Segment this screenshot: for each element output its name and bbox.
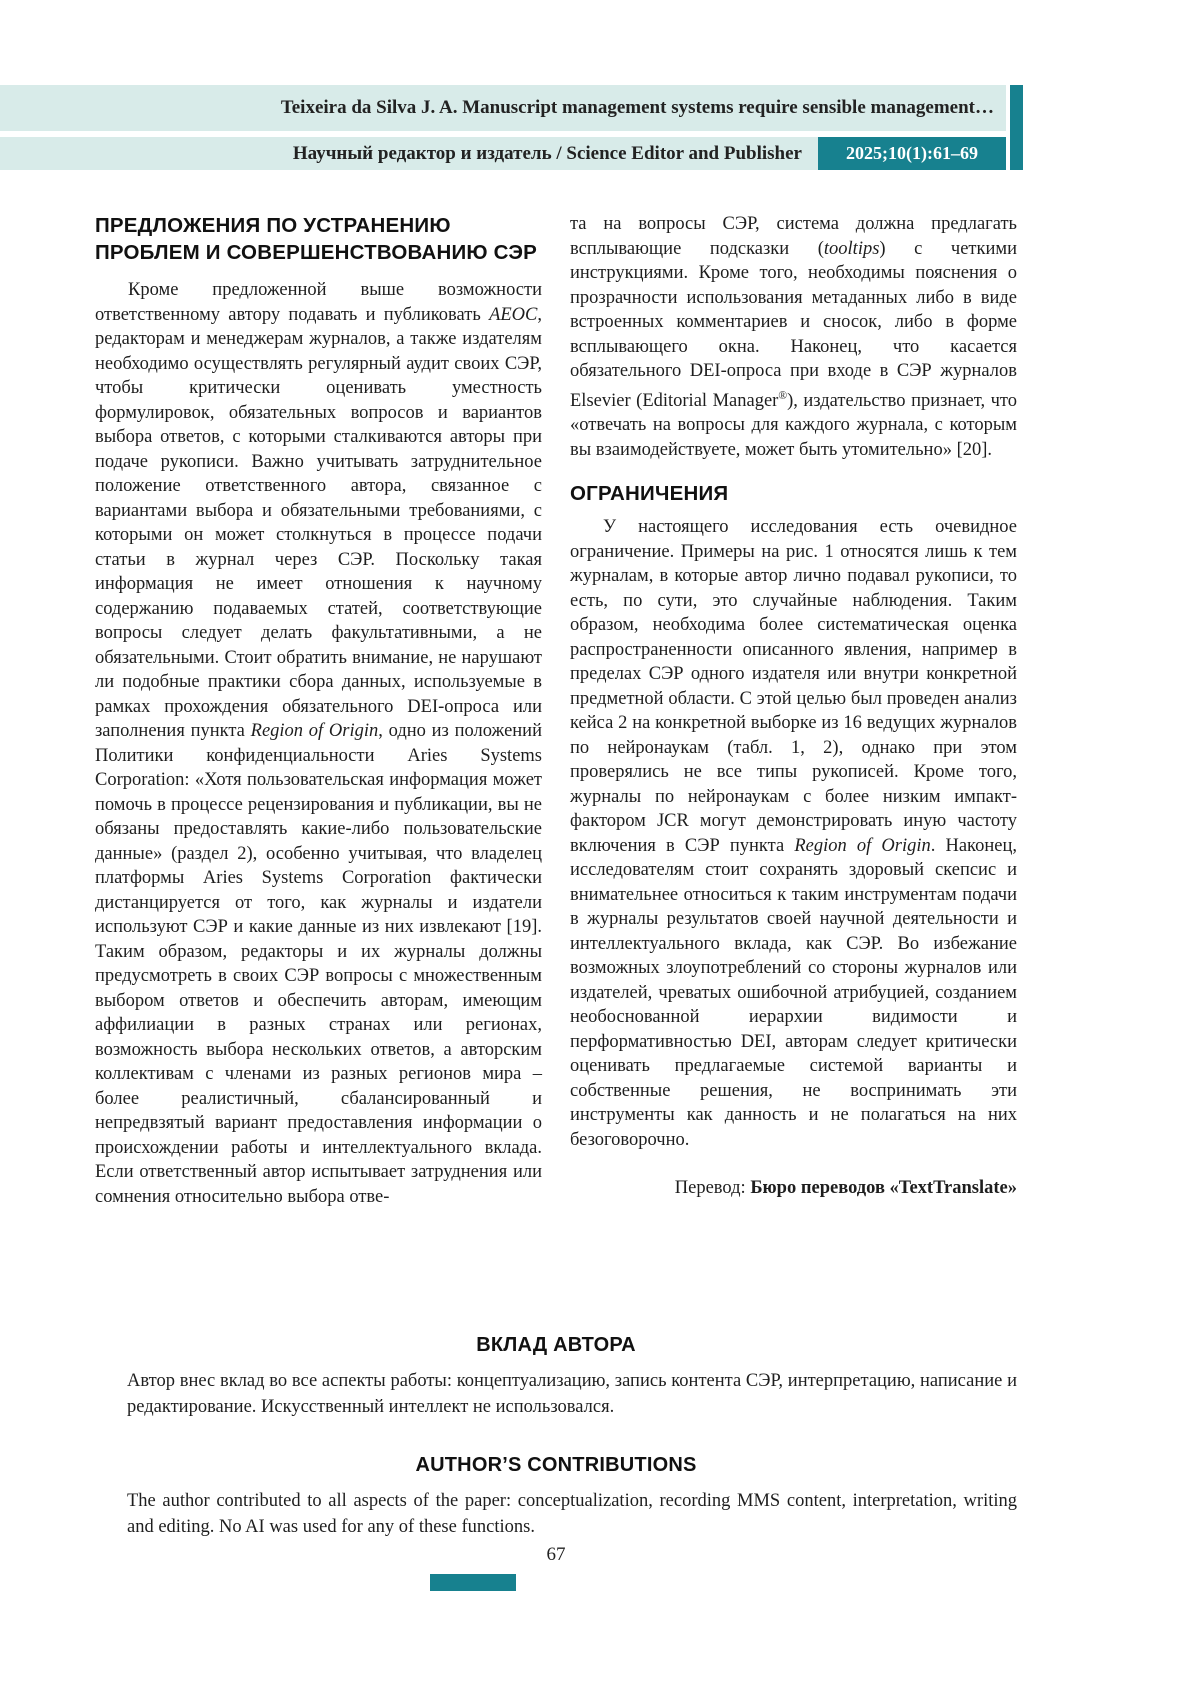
contributions-en-text: The author contributed to all aspects of the paper: conceptualization, recording MMS content, interpretation, writing and editing. No AI was used for any of these functions. xyxy=(127,1491,1017,1537)
running-head-band xyxy=(0,85,1006,131)
section-heading-proposals: ПРЕДЛОЖЕНИЯ ПО УСТРАНЕНИЮ ПРОБЛЕМ И СОВЕРШЕНСТВОВАНИЮ СЭР xyxy=(95,214,538,264)
citation-text: 2025;10(1):61–69 xyxy=(846,143,978,163)
contributions-ru-heading: ВКЛАД АВТОРА xyxy=(476,1334,636,1356)
section-heading-limitations: ОГРАНИЧЕНИЯ xyxy=(570,482,729,506)
body-paragraph-proposals: Кроме предложенной выше возможности ответственному автору подавать и публиковать AEOC, редакторам и менеджерам журналов, а также издателям необходимо осуществлять регулярный аудит своих СЭР, чтобы критически оценивать уместность формулировок, обязательных вопросов и вариантов выбора ответов, с которыми сталкиваются авторы при подаче рукописи. Важно учитывать затруднительное положение ответственного автора, связанное с вариантами выбора и обязательными требованиями, с которыми он может столкнуться в процессе подачи статьи в журнал через СЭР. Поскольку такая информация не имеет отношения к научному содержанию подаваемых статей, соответствующие вопросы следует делать факультативными, а не обязательными. Стоит обратить внимание, не нарушают ли подобные практики сбора данных, используемые в рамках прохождения обязательного DEI-опроса или заполнения пункта Region of Origin, одно из положений Политики конфиденциальности Aries Systems Corporation: «Хотя пользовательская информация может помочь в процессе рецензирования и публикации, вы не обязаны предоставлять какие-либо пользовательские данные» (раздел 2), особенно учитывая, что владелец платформы Aries Systems Corporation фактически дистанцируется от того, как журналы и издатели используют СЭР и какие данные из них извлекают [19]. Таким образом, редакторы и их журналы должны предусмотреть в своих СЭР вопросы с множественным выбором ответов и обеспечить авторам, имеющим аффилиации в разных странах или регионах, возможность выбора нескольких ответов, а авторским коллективам с членами из разных регионов мира – более реалистичный, сбалансированный и непредвзятый вариант предоставления информации о происхождении работы и интеллектуального вклада. Если ответственный автор испытывает затруднения или сомнения относительно выбора отве- xyxy=(95,280,542,1207)
journal-title: Научный редактор и издатель / Science Editor and Publisher xyxy=(292,142,802,164)
translation-credit: Перевод: Бюро переводов «TextTranslate» xyxy=(674,1178,1017,1199)
body-paragraph-proposals-continued: та на вопросы СЭР, система должна предлагать всплывающие подсказки (tooltips) с четкими инструкциями. Кроме того, необходимы пояснения о прозрачности использования метаданных либо в виде встроенных комментариев и сносок, либо в форме всплывающего окна. Наконец, что касается обязательного DEI-опроса при входе в СЭР журналов Elsevier (Editorial Manager®), издательство признает, что «отвечать на вопросы для каждого журнала, с которым вы взаимодействуете, может быть утомительно» [20]. xyxy=(570,214,1018,460)
citation-badge xyxy=(818,137,1006,170)
contributions-ru-text: Автор внес вклад во все аспекты работы: концептуализацию, запись контента СЭР, интерпретацию, написание и редактирование. Искусственный интеллект не использовался. xyxy=(127,1371,1017,1417)
page-number: 67 xyxy=(546,1544,566,1565)
right-column xyxy=(570,212,1017,1209)
contributions-en-heading: AUTHOR’S CONTRIBUTIONS xyxy=(415,1454,697,1476)
left-column xyxy=(95,212,542,1209)
header-accent-stripe xyxy=(1010,85,1023,170)
article-body xyxy=(95,212,1017,1209)
journal-title-band xyxy=(0,137,818,170)
journal-header-row xyxy=(0,137,1006,170)
contributions-section xyxy=(95,1332,1017,1540)
footer-accent-bar xyxy=(430,1574,516,1591)
running-title: Teixeira da Silva J. A. Manuscript management systems require sensible management… xyxy=(280,97,994,118)
body-paragraph-limitations: У настоящего исследования есть очевидное ограничение. Примеры на рис. 1 относятся лишь к тем журналам, в которые автор лично подавал рукописи, то есть, по сути, это случайные наблюдения. Таким образом, необходима более систематическая оценка распространенности описанного явления, например в пределах СЭР одного издателя или внутри конкретной предметной области. С этой целью был проведен анализ кейса 2 на конкретной выборке из 16 ведущих журналов по нейронаукам (табл. 1, 2), однако при этом проверялись не все типы рукописей. Кроме того, журналы по нейронаукам с более низким импакт-фактором JCR могут демонстрировать иную частоту включения в СЭР пункта Region of Origin. Наконец, исследователям стоит сохранять здоровый скепсис и внимательнее относиться к таким инструментам подачи в журналы результатов своей научной деятельности и интеллектуального вклада, как СЭР. Во избежание возможных злоупотреблений со стороны журналов или издателей, чреватых ошибочной атрибуцией, созданием необоснованной иерархии видимости и перформативностью DEI, авторам следует критически оценивать предлагаемые системой варианты и собственные решения, не воспринимать эти инструменты как данность и не полагаться на них безоговорочно. xyxy=(570,517,1017,1150)
